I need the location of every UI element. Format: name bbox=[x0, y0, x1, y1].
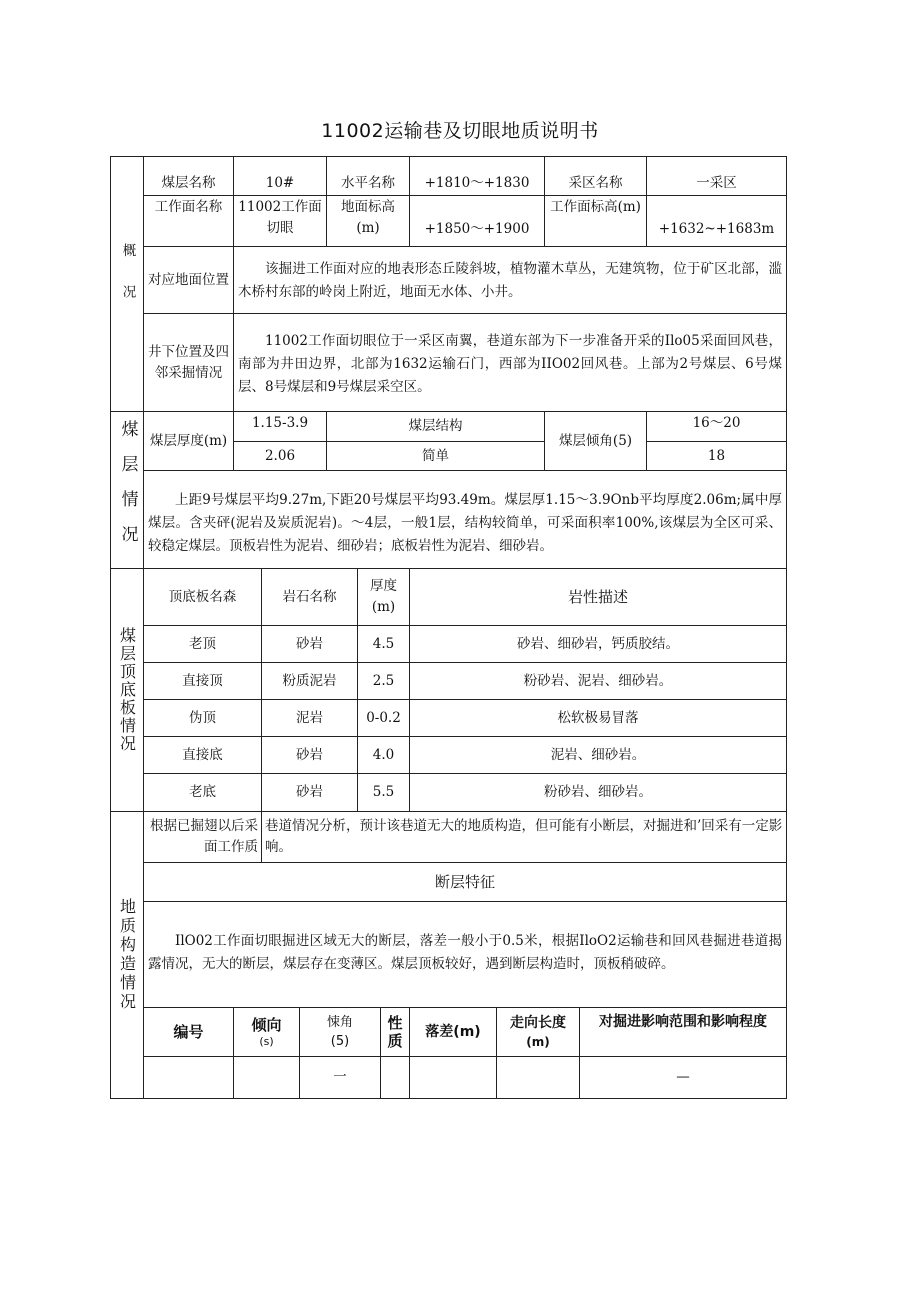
roof-floor-header-name: 顶底板名森 bbox=[143, 568, 262, 626]
roof-floor-name: 老顶 bbox=[143, 625, 262, 663]
fault-header-nature: 性质 bbox=[380, 1007, 410, 1057]
face-name-value: 11002工作面切眼 bbox=[233, 195, 327, 247]
seam-dip-range: 16～20 bbox=[646, 411, 787, 442]
roof-floor-section-text: 煤层顶底板情况 bbox=[117, 627, 137, 753]
overview-section-label bbox=[110, 156, 144, 412]
fault-header-dip bbox=[299, 1007, 381, 1057]
fault-header-dip-unit: (5) bbox=[330, 1034, 350, 1049]
ground-elevation-label: 地面标高(m) bbox=[326, 195, 410, 247]
seam-section-label bbox=[110, 411, 144, 569]
mining-area-value: 一采区 bbox=[646, 156, 787, 196]
roof-floor-description: 粉砂岩、细砂岩。 bbox=[409, 773, 787, 812]
fault-header-trend bbox=[233, 1007, 300, 1057]
ground-elevation-value: +1850～+1900 bbox=[409, 195, 545, 247]
roof-floor-name: 老底 bbox=[143, 773, 262, 812]
geology-basis-left: 根据已掘翅以后采面工作质 bbox=[143, 811, 262, 863]
roof-floor-rock: 粉质泥岩 bbox=[261, 662, 358, 700]
fault-header-number: 编号 bbox=[143, 1007, 234, 1057]
fault-header-throw: 落差(m) bbox=[409, 1007, 497, 1057]
fault-text: IlO02工作面切眼掘进区域无大的断层，落差一般小于0.5米，根据IloO2运输巷和回风巷掘进巷道揭露情况，无大的断层，煤层存在变薄区。煤层顶板较好，遇到断层构造时，顶板稍破碎。 bbox=[143, 901, 787, 1008]
fault-header-strike-label: 走向长度 bbox=[510, 1015, 566, 1031]
document-title: 11002运输巷及切眼地质说明书 bbox=[321, 120, 599, 142]
roof-floor-rock: 砂岩 bbox=[261, 736, 358, 774]
seam-name-label: 煤层名称 bbox=[143, 156, 234, 196]
seam-name-value: 10# bbox=[233, 156, 327, 196]
mining-area-label: 采区名称 bbox=[544, 156, 647, 196]
roof-floor-thickness: 4.0 bbox=[357, 736, 410, 774]
geology-basis-text: 巷道情况分析，预计该巷道无大的地质构造，但可能有小断层，对掘进和’回采有一定影响。 bbox=[261, 811, 787, 863]
face-elevation-label: 工作面标高(m) bbox=[544, 195, 647, 247]
fault-row-number bbox=[143, 1056, 234, 1099]
roof-floor-description: 粉砂岩、泥岩、细砂岩。 bbox=[409, 662, 787, 700]
roof-floor-header-description: 岩性描述 bbox=[409, 568, 787, 626]
fault-row-throw bbox=[409, 1056, 497, 1099]
fault-header-strike-unit: (m) bbox=[526, 1035, 550, 1049]
seam-section-text: 煤层情况 bbox=[117, 420, 138, 560]
seam-description: 上距9号煤层平均9.27m,下距20号煤层平均93.49m。煤层厚1.15～3.9Onb平均厚度2.06m;属中厚煤层。含夹砰(泥岩及炭质泥岩)。～4层，一般1层，结构较简单，可采面积率100%,该煤层为全区可采、较稳定煤层。顶板岩性为泥岩、细砂岩；底板岩性为泥岩、细砂岩。 bbox=[143, 470, 787, 569]
underground-position-label: 井下位置及四邻采掘情况 bbox=[143, 313, 234, 412]
geology-section-text: 地质构造情况 bbox=[117, 898, 137, 1012]
fault-header-strike-length bbox=[496, 1007, 580, 1057]
fault-row-nature bbox=[380, 1056, 410, 1099]
roof-floor-name: 伪顶 bbox=[143, 699, 262, 737]
face-name-label: 工作面名称 bbox=[143, 195, 234, 247]
face-elevation-value: +1632~+1683m bbox=[646, 195, 787, 247]
roof-floor-rock: 砂岩 bbox=[261, 773, 358, 812]
seam-dip-average: 18 bbox=[646, 441, 787, 471]
roof-floor-description: 松软极易冒落 bbox=[409, 699, 787, 737]
fault-row-dip: 一 bbox=[299, 1056, 381, 1099]
underground-position-text: 11002工作面切眼位于一采区南翼，巷道东部为下一步准备开采的Ilo05采面回风巷，南部为井田边界，北部为1632运输石门，西部为IIO02回风巷。上部为2号煤层、6号煤层、8号煤层和9号煤层采空区。 bbox=[233, 313, 787, 412]
fault-row-impact: — bbox=[579, 1056, 787, 1099]
fault-header-dip-label: 悚角 bbox=[326, 1015, 353, 1030]
roof-floor-description: 砂岩、细砂岩，钙质胶结。 bbox=[409, 625, 787, 663]
roof-floor-thickness: 0-0.2 bbox=[357, 699, 410, 737]
roof-floor-name: 直接顶 bbox=[143, 662, 262, 700]
roof-floor-thickness: 4.5 bbox=[357, 625, 410, 663]
overview-section-text: 概况 bbox=[119, 242, 136, 326]
fault-header-trend-label: 倾向 bbox=[251, 1016, 282, 1034]
roof-floor-name: 直接底 bbox=[143, 736, 262, 774]
roof-floor-header-rock: 岩石名称 bbox=[261, 568, 358, 626]
roof-floor-rock: 砂岩 bbox=[261, 625, 358, 663]
fault-heading: 断层特征 bbox=[143, 862, 787, 902]
seam-dip-label: 煤层倾角(5) bbox=[544, 411, 647, 471]
level-name-value: +1810～+1830 bbox=[409, 156, 545, 196]
roof-floor-description: 泥岩、细砂岩。 bbox=[409, 736, 787, 774]
geology-section-label bbox=[110, 811, 144, 1099]
seam-structure-value: 简单 bbox=[326, 441, 545, 471]
seam-thickness-range: 1.15-3.9 bbox=[233, 411, 327, 442]
roof-floor-rock: 泥岩 bbox=[261, 699, 358, 737]
roof-floor-section-label bbox=[110, 568, 144, 812]
seam-thickness-label: 煤层厚度(m) bbox=[143, 411, 234, 471]
roof-floor-thickness: 5.5 bbox=[357, 773, 410, 812]
fault-row-trend bbox=[233, 1056, 300, 1099]
roof-floor-thickness: 2.5 bbox=[357, 662, 410, 700]
level-name-label: 水平名称 bbox=[326, 156, 410, 196]
roof-floor-header-thickness: 厚度(m) bbox=[357, 568, 410, 626]
surface-position-text: 该掘进工作面对应的地表形态丘陵斜坡，植物灌木草丛，无建筑物，位于矿区北部，滥木桥村东部的岭岗上附近，地面无水体、小井。 bbox=[233, 246, 787, 314]
seam-thickness-average: 2.06 bbox=[233, 441, 327, 471]
surface-position-label: 对应地面位置 bbox=[143, 246, 234, 314]
fault-row-strike-length bbox=[496, 1056, 580, 1099]
fault-header-impact: 对掘进影响范围和影响程度 bbox=[579, 1007, 787, 1057]
seam-structure-label: 煤层结构 bbox=[326, 411, 545, 442]
fault-header-trend-unit: (s) bbox=[259, 1035, 274, 1048]
